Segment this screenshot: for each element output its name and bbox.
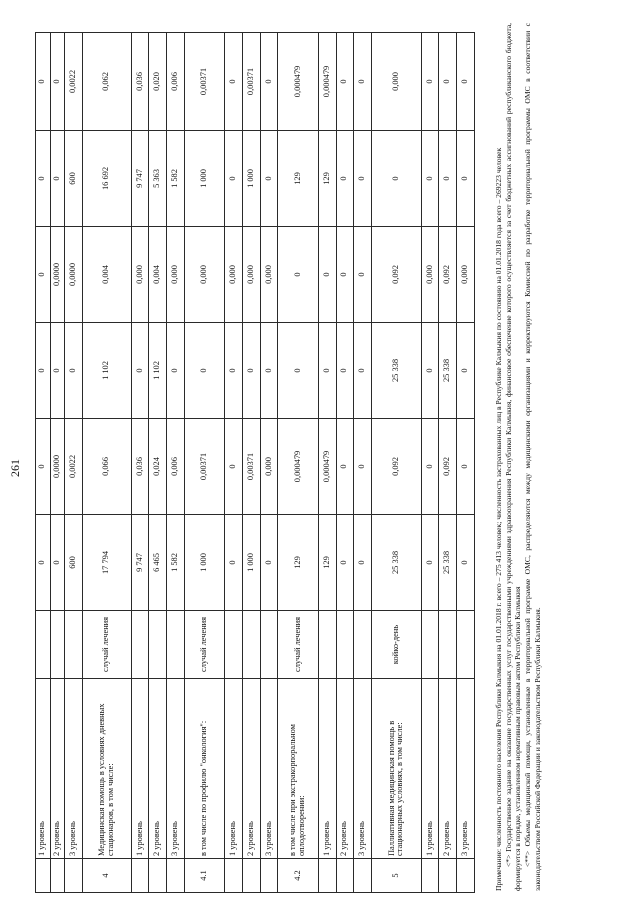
row-number: 4.2 xyxy=(278,859,319,893)
row-number xyxy=(336,859,354,893)
row-unit: случай лечения xyxy=(82,611,131,679)
norm-budget: 0,092 xyxy=(371,227,421,323)
norm-oms: 0,0022 xyxy=(65,33,83,131)
value-oms: 0 xyxy=(421,131,439,227)
norm-budget: 0,004 xyxy=(149,227,167,323)
value-budget: 0 xyxy=(225,323,243,419)
table-row xyxy=(318,33,336,893)
row-unit: койко-день xyxy=(371,611,421,679)
value-total: 17 794 xyxy=(82,515,131,611)
value-budget: 1 102 xyxy=(82,323,131,419)
row-unit: случай лечения xyxy=(278,611,319,679)
row-label: в том числе по профилю "онкология": xyxy=(184,679,225,859)
norm-total: 0,024 xyxy=(149,419,167,515)
value-oms: 129 xyxy=(318,131,336,227)
value-total: 0 xyxy=(457,515,475,611)
note-state-task: <*> Государственное задание на оказание государственных услуг государственными учреждениями здравоохранения Республики Калмыкия, финансовое обеспечение которого осуществляется за счет бюджетных ассигнований республиканского бюджета, формируется в порядке, установленном нормативным правовым актом Республики Калмыкия xyxy=(503,23,523,891)
norm-oms: 0 xyxy=(225,33,243,131)
norm-total: 0,0000 xyxy=(50,419,65,515)
norm-budget: 0 xyxy=(36,227,51,323)
row-number xyxy=(439,859,457,893)
table-row xyxy=(36,33,51,893)
norm-total: 0 xyxy=(421,419,439,515)
row-number: 4.1 xyxy=(184,859,225,893)
value-oms: 1 000 xyxy=(184,131,225,227)
value-total: 129 xyxy=(278,515,319,611)
row-label: 2 уровень xyxy=(50,679,65,859)
norm-total: 0,00371 xyxy=(242,419,260,515)
row-label: 2 уровень xyxy=(336,679,354,859)
norm-budget: 0,000 xyxy=(242,227,260,323)
row-unit xyxy=(354,611,372,679)
value-budget: 1 102 xyxy=(149,323,167,419)
value-budget: 0 xyxy=(50,323,65,419)
value-budget: 0 xyxy=(167,323,185,419)
norm-total: 0,006 xyxy=(167,419,185,515)
norm-total: 0,000479 xyxy=(278,419,319,515)
row-number xyxy=(457,859,475,893)
value-total: 0 xyxy=(260,515,278,611)
value-oms: 0 xyxy=(225,131,243,227)
value-budget: 0 xyxy=(457,323,475,419)
row-unit xyxy=(457,611,475,679)
value-oms: 0 xyxy=(457,131,475,227)
note-oms-volumes: <**> Объемы медицинской помощи, установленные в территориальной программе ОМС, распределяются между медицинскими организациями и корректируются Комиссией по разработке территориальной программы ОМС в соответствии с законодательством Российской Федерации и законодательством Республики Калмыкия. xyxy=(523,23,542,891)
norm-oms: 0,000479 xyxy=(278,33,319,131)
value-budget: 0 xyxy=(242,323,260,419)
row-label: 2 уровень xyxy=(149,679,167,859)
row-number xyxy=(421,859,439,893)
row-number xyxy=(65,859,83,893)
value-oms: 1 000 xyxy=(242,131,260,227)
row-number xyxy=(225,859,243,893)
value-budget: 0 xyxy=(65,323,83,419)
norm-oms: 0 xyxy=(260,33,278,131)
table-row xyxy=(242,33,260,893)
value-oms: 5 363 xyxy=(149,131,167,227)
row-label: 3 уровень xyxy=(260,679,278,859)
table-row xyxy=(336,33,354,893)
norm-total: 0 xyxy=(336,419,354,515)
row-unit xyxy=(50,611,65,679)
table-row xyxy=(184,33,225,893)
value-oms: 9 747 xyxy=(131,131,149,227)
value-total: 1 000 xyxy=(242,515,260,611)
norm-budget: 0,000 xyxy=(167,227,185,323)
row-number xyxy=(242,859,260,893)
row-unit xyxy=(149,611,167,679)
norm-budget: 0,092 xyxy=(439,227,457,323)
norm-oms: 0 xyxy=(439,33,457,131)
value-oms: 0 xyxy=(260,131,278,227)
norm-budget: 0,000 xyxy=(225,227,243,323)
value-budget: 0 xyxy=(184,323,225,419)
row-label: 2 уровень xyxy=(439,679,457,859)
norm-total: 0 xyxy=(457,419,475,515)
row-label: 3 уровень xyxy=(167,679,185,859)
table-row xyxy=(371,33,421,893)
table-row xyxy=(82,33,131,893)
norm-oms: 0 xyxy=(354,33,372,131)
row-label: Медицинская помощь в условиях дневных стационаров, в том числе: xyxy=(82,679,131,859)
value-oms: 0 xyxy=(439,131,457,227)
value-total: 0 xyxy=(225,515,243,611)
value-oms: 0 xyxy=(50,131,65,227)
table-row xyxy=(457,33,475,893)
norm-oms: 0,000479 xyxy=(318,33,336,131)
norm-oms: 0,000 xyxy=(371,33,421,131)
value-budget: 0 xyxy=(318,323,336,419)
row-number: 5 xyxy=(371,859,421,893)
norm-oms: 0 xyxy=(36,33,51,131)
row-unit xyxy=(318,611,336,679)
row-number xyxy=(50,859,65,893)
row-number xyxy=(260,859,278,893)
norm-oms: 0,020 xyxy=(149,33,167,131)
table-row xyxy=(421,33,439,893)
norm-oms: 0 xyxy=(50,33,65,131)
value-oms: 0 xyxy=(36,131,51,227)
value-total: 25 338 xyxy=(371,515,421,611)
norm-total: 0,0022 xyxy=(65,419,83,515)
value-oms: 1 582 xyxy=(167,131,185,227)
norm-oms: 0,006 xyxy=(167,33,185,131)
table-row xyxy=(225,33,243,893)
norm-oms: 0,036 xyxy=(131,33,149,131)
norm-budget: 0,0000 xyxy=(50,227,65,323)
norm-budget: 0 xyxy=(336,227,354,323)
footnotes xyxy=(494,23,543,891)
norm-oms: 0 xyxy=(421,33,439,131)
page-number: 261 xyxy=(8,459,22,477)
table-row xyxy=(149,33,167,893)
row-label: 1 уровень xyxy=(131,679,149,859)
norm-total: 0,092 xyxy=(439,419,457,515)
row-unit xyxy=(167,611,185,679)
row-unit xyxy=(439,611,457,679)
value-total: 1 582 xyxy=(167,515,185,611)
value-total: 0 xyxy=(354,515,372,611)
norm-budget: 0,000 xyxy=(421,227,439,323)
norm-oms: 0,00371 xyxy=(242,33,260,131)
value-budget: 25 338 xyxy=(371,323,421,419)
row-unit: случай лечения xyxy=(184,611,225,679)
value-oms: 16 692 xyxy=(82,131,131,227)
norm-budget: 0 xyxy=(278,227,319,323)
table-row xyxy=(439,33,457,893)
note-population: Примечание: численность постоянного населения Республики Калмыкия на 01.01.2018 г. всего – 275 413 человек; численность застрахованных лиц в Республике Калмыкия по состоянию на 01.01.2018 года всего – 269223 человек xyxy=(494,147,503,891)
value-total: 0 xyxy=(36,515,51,611)
row-number xyxy=(149,859,167,893)
row-number xyxy=(36,859,51,893)
value-total: 25 338 xyxy=(439,515,457,611)
table-row xyxy=(50,33,65,893)
norm-oms: 0 xyxy=(336,33,354,131)
norm-oms: 0,00371 xyxy=(184,33,225,131)
norm-budget: 0,0000 xyxy=(65,227,83,323)
row-unit xyxy=(225,611,243,679)
table-row xyxy=(260,33,278,893)
value-budget: 0 xyxy=(336,323,354,419)
norm-budget: 0,000 xyxy=(131,227,149,323)
norm-total: 0,066 xyxy=(82,419,131,515)
volume-table xyxy=(35,32,475,893)
norm-budget: 0 xyxy=(318,227,336,323)
value-total: 129 xyxy=(318,515,336,611)
table-row xyxy=(167,33,185,893)
value-budget: 0 xyxy=(278,323,319,419)
value-budget: 0 xyxy=(131,323,149,419)
value-total: 0 xyxy=(421,515,439,611)
norm-budget: 0 xyxy=(354,227,372,323)
norm-oms: 0 xyxy=(457,33,475,131)
value-oms: 600 xyxy=(65,131,83,227)
row-number: 4 xyxy=(82,859,131,893)
value-budget: 0 xyxy=(260,323,278,419)
norm-oms: 0,062 xyxy=(82,33,131,131)
table-row xyxy=(65,33,83,893)
norm-budget: 0,000 xyxy=(260,227,278,323)
norm-total: 0,000 xyxy=(260,419,278,515)
row-unit xyxy=(336,611,354,679)
norm-total: 0 xyxy=(354,419,372,515)
value-total: 0 xyxy=(336,515,354,611)
norm-budget: 0,000 xyxy=(457,227,475,323)
row-label: 2 уровень xyxy=(242,679,260,859)
row-label: Паллиативная медицинская помощь в стационарных условиях, в том числе: xyxy=(371,679,421,859)
norm-total: 0,00371 xyxy=(184,419,225,515)
row-label: в том числе при экстракорпоральном оплодотворении: xyxy=(278,679,319,859)
row-label: 1 уровень xyxy=(225,679,243,859)
row-number xyxy=(167,859,185,893)
value-oms: 0 xyxy=(336,131,354,227)
table-row xyxy=(278,33,319,893)
value-budget: 0 xyxy=(421,323,439,419)
value-budget: 0 xyxy=(36,323,51,419)
value-oms: 0 xyxy=(371,131,421,227)
row-label: 3 уровень xyxy=(354,679,372,859)
row-unit xyxy=(131,611,149,679)
value-total: 1 000 xyxy=(184,515,225,611)
value-oms: 129 xyxy=(278,131,319,227)
table-row xyxy=(131,33,149,893)
norm-total: 0 xyxy=(225,419,243,515)
row-label: 1 уровень xyxy=(36,679,51,859)
value-budget: 0 xyxy=(354,323,372,419)
row-number xyxy=(354,859,372,893)
norm-total: 0,000479 xyxy=(318,419,336,515)
value-total: 9 747 xyxy=(131,515,149,611)
table-row xyxy=(354,33,372,893)
norm-budget: 0,004 xyxy=(82,227,131,323)
row-unit xyxy=(260,611,278,679)
row-unit xyxy=(242,611,260,679)
value-budget: 25 338 xyxy=(439,323,457,419)
norm-total: 0 xyxy=(36,419,51,515)
row-label: 3 уровень xyxy=(65,679,83,859)
value-total: 6 465 xyxy=(149,515,167,611)
row-label: 3 уровень xyxy=(457,679,475,859)
row-number xyxy=(318,859,336,893)
row-unit xyxy=(36,611,51,679)
value-oms: 0 xyxy=(354,131,372,227)
row-label: 1 уровень xyxy=(318,679,336,859)
row-number xyxy=(131,859,149,893)
row-unit xyxy=(65,611,83,679)
row-label: 1 уровень xyxy=(421,679,439,859)
norm-budget: 0,000 xyxy=(184,227,225,323)
norm-total: 0,036 xyxy=(131,419,149,515)
norm-total: 0,092 xyxy=(371,419,421,515)
value-total: 0 xyxy=(50,515,65,611)
value-total: 600 xyxy=(65,515,83,611)
row-unit xyxy=(421,611,439,679)
